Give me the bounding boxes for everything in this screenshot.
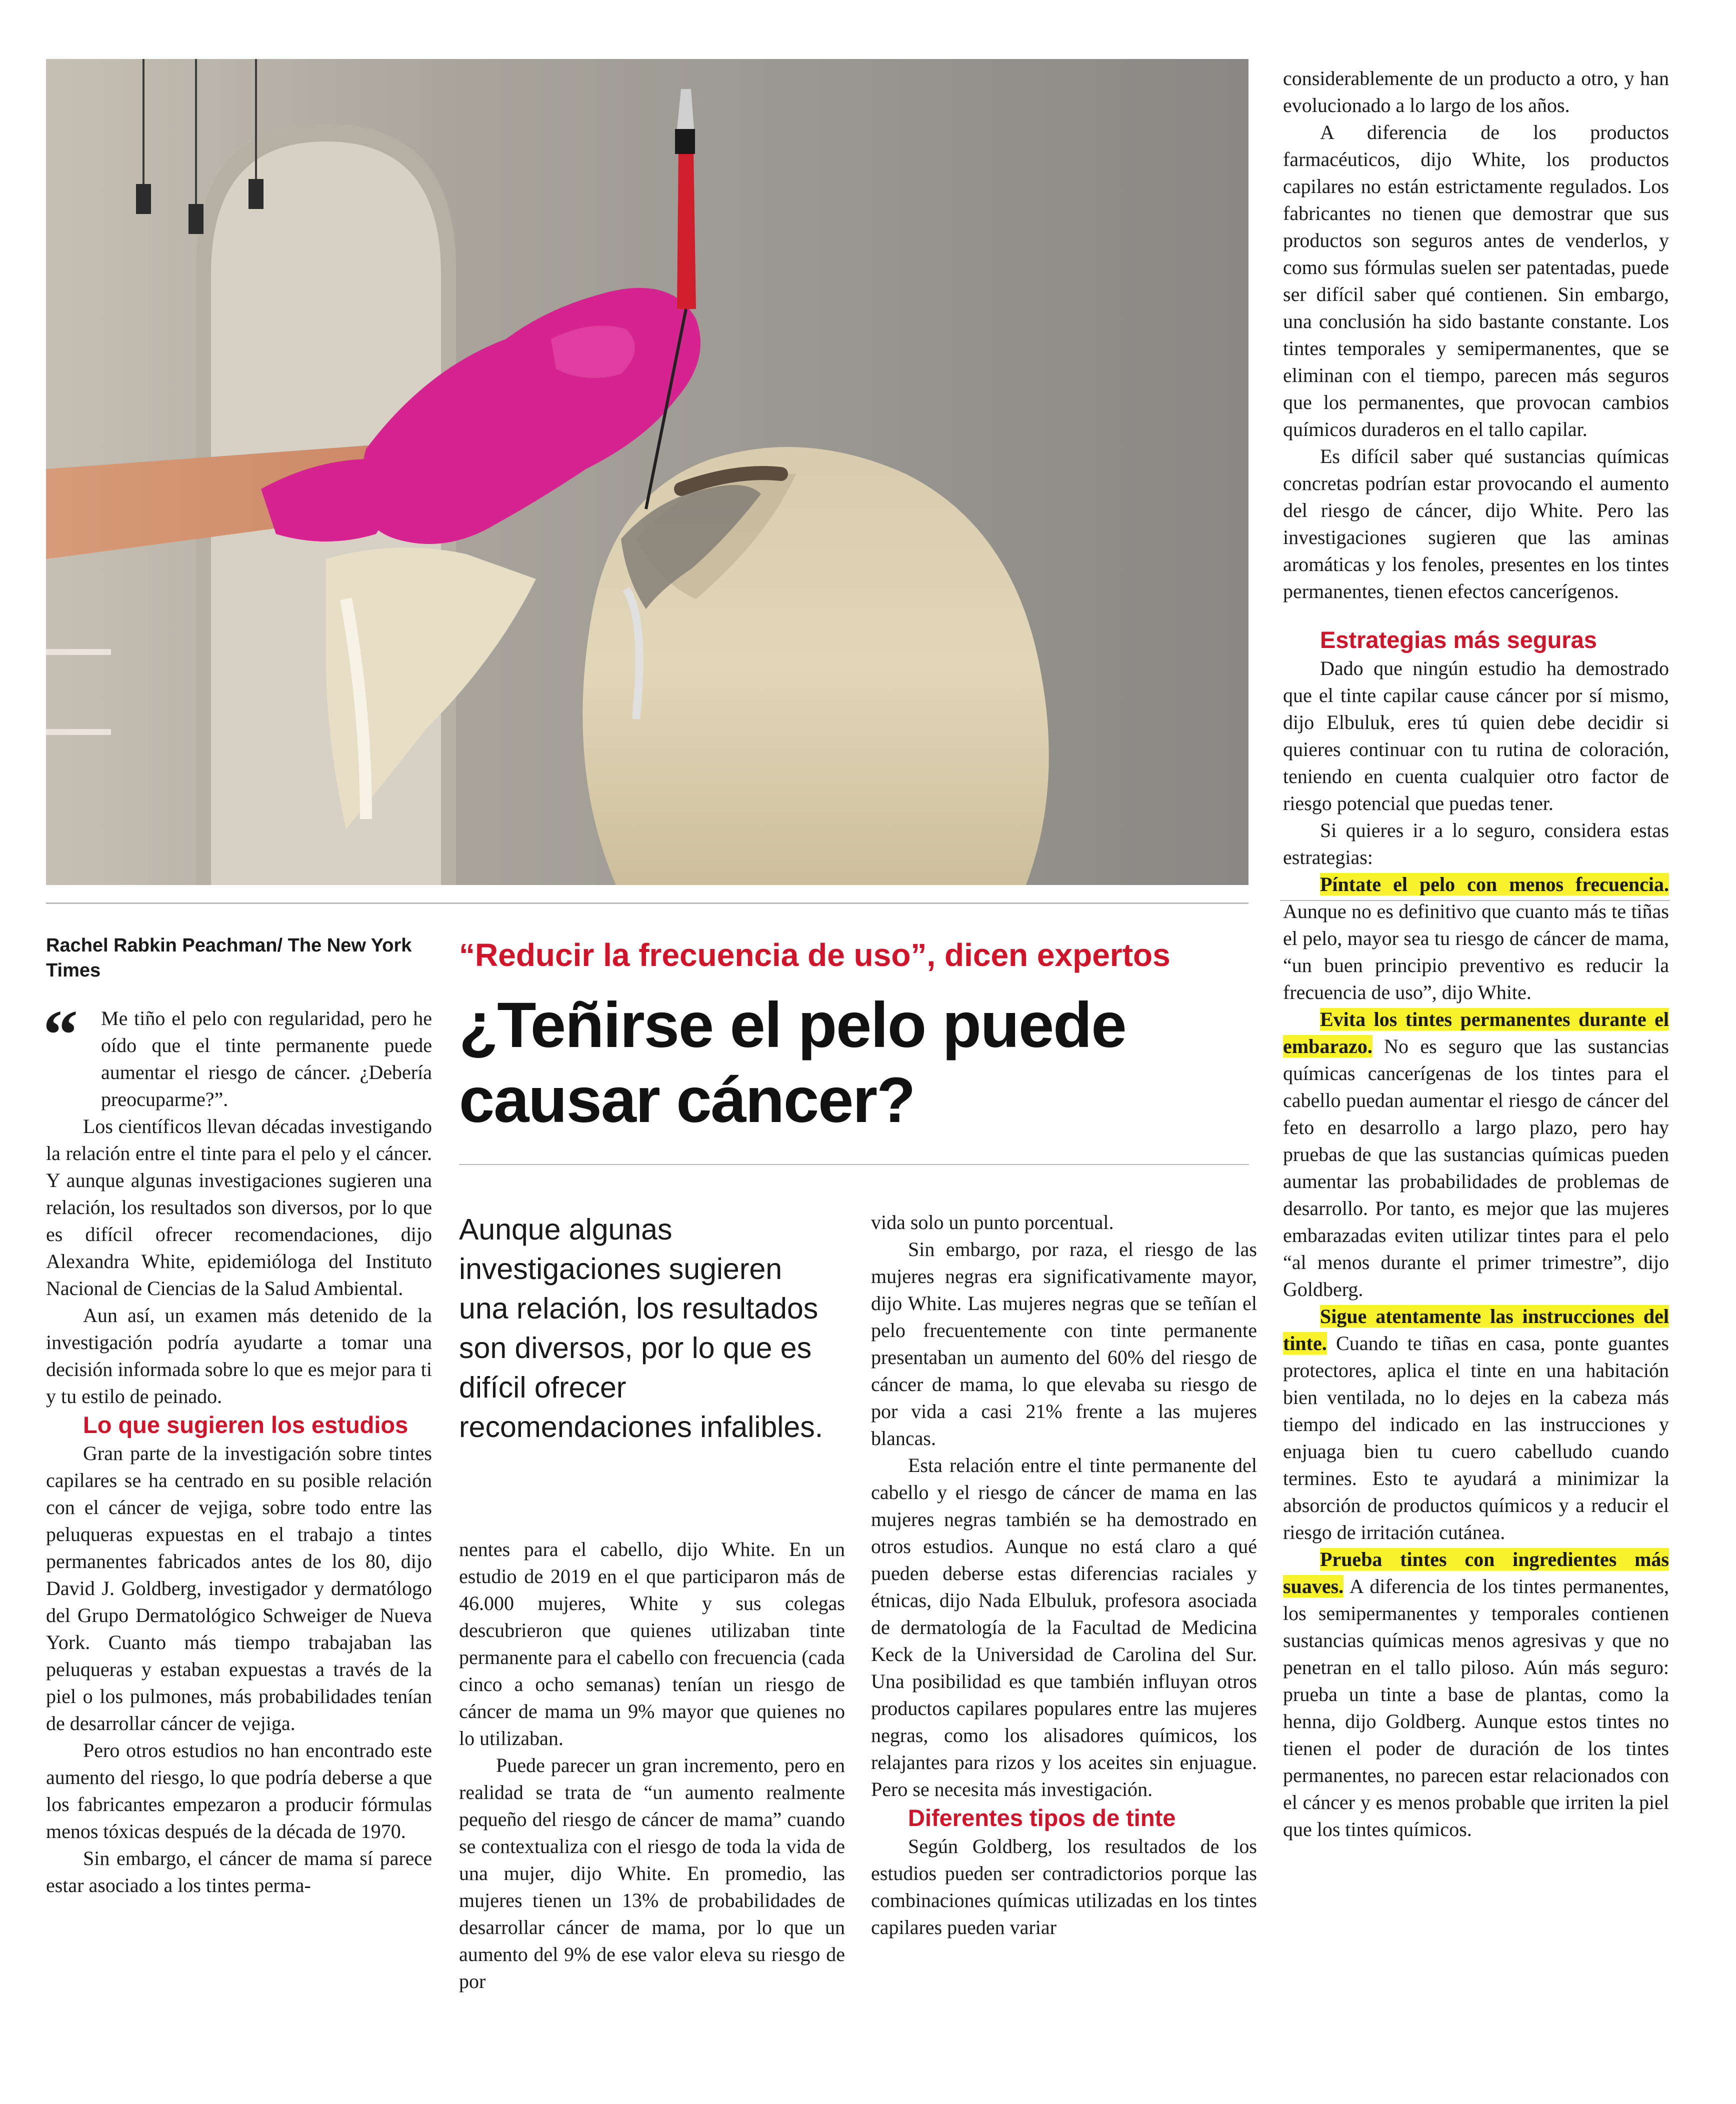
tip-4 bbox=[1283, 1546, 1669, 1843]
tip-1-highlight: Píntate el pelo con menos frecuencia. bbox=[1320, 873, 1669, 896]
intro-question: Me tiño el pelo con regularidad, pero he oído que el tinte permanente puede aumentar el riesgo de cáncer. ¿Debería preocuparme?”. bbox=[101, 1007, 432, 1110]
headline-rule bbox=[459, 1164, 1249, 1165]
col3-paragraph: vida solo un punto porcentual. bbox=[871, 1211, 1114, 1234]
tip-3 bbox=[1283, 1303, 1669, 1546]
byline: Rachel Rabkin Peachman/ The New York Times bbox=[46, 935, 412, 981]
tip-3-highlight: Sigue atentamente las instrucciones del tinte. bbox=[1283, 1305, 1669, 1354]
col4-paragraph: A diferencia de los productos farmacéuticos, dijo White, los productos capilares no están estrictamente regulados. Los fabricantes no tienen que demostrar que sus productos son seguros antes de venderlos, y como sus fórmulas suelen ser patentadas, puede ser difícil saber qué contienen. Sin embargo, una conclusión ha sido bastante constante. Los tintes temporales y semipermanentes, que se eliminan con el tiempo, parecen más seguros que los permanentes, que provocan cambios químicos duraderos en el tallo capilar. bbox=[1283, 121, 1669, 440]
tip-3-text: Cuando te tiñas en casa, ponte guantes protectores, aplica el tinte en una habitación bien ventilada, no lo dejes en la cabeza más tiempo del indicado en las instrucciones y enjuaga bien tu cuero cabelludo cuando termines. Esto te ayudará a minimizar la absorción de productos químicos y a reducir el riesgo de irritación cutánea. bbox=[1283, 1332, 1669, 1544]
col1-paragraph: Gran parte de la investigación sobre tintes capilares se ha centrado en su posible relación con el cáncer de vejiga, sobre todo entre las peluqueras expuestas en el trabajo a tintes permanentes fabricados antes de los 80, dijo David J. Goldberg, investigador y dermatólogo del Grupo Dermatológico Schweiger de Nueva York. Cuanto más tiempo trabajaban las peluqueras y estaban expuestas a través de la piel o los pulmones, más probabilidades tenían de desarrollar cáncer de vejiga. bbox=[46, 1442, 432, 1734]
col4-paragraph: Dado que ningún estudio ha demostrado que el tinte capilar cause cáncer por sí mismo, dijo Elbuluk, eres tú quien debe decidir si quieres continuar con tu rutina de coloración, teniendo en cuenta cualquier otro factor de riesgo potencial que puedas tener. bbox=[1283, 657, 1669, 814]
col1-paragraph: Aun así, un examen más detenido de la investigación podría ayudarte a tomar una decisión informada sobre lo que es mejor para ti y tu estilo de peinado. bbox=[46, 1304, 432, 1408]
subhead-estrategias: Estrategias más seguras bbox=[1320, 626, 1597, 653]
column-4 bbox=[1283, 65, 1669, 1843]
col4-paragraph: considerablemente de un producto a otro, y han evolucionado a lo largo de los años. bbox=[1283, 67, 1669, 116]
col1-paragraph: Pero otros estudios no han encontrado este aumento del riesgo, lo que podría deberse a que los fabricantes empezaron a producir fórmulas menos tóxicas después de la década de 1970. bbox=[46, 1739, 432, 1842]
deck: Aunque algunas investigaciones sugieren una relación, los resultados son diversos, por lo que es difícil ofrecer recomendaciones infalibles. bbox=[459, 1213, 824, 1444]
column-3 bbox=[871, 1209, 1257, 1941]
tip-4-highlight: Prueba tintes con ingredientes más suaves. bbox=[1283, 1548, 1669, 1598]
tip-2-highlight: Evita los tintes permanentes durante el embarazo. bbox=[1283, 1008, 1669, 1058]
col1-paragraph: Sin embargo, el cáncer de mama sí parece estar asociado a los tintes perma- bbox=[46, 1847, 432, 1896]
col4-paragraph: Si quieres ir a lo seguro, considera estas estrategias: bbox=[1283, 819, 1669, 868]
tip-2-text: No es seguro que las sustancias químicas cancerígenas de los tintes para el cabello puedan aumentar el riesgo de cáncer del feto en desarrollo a largo plazo, pero hay pruebas de que las sustancias químicas pueden aumentar las probabilidades de problemas de desarrollo. Por tanto, es mejor que las mujeres embarazadas eviten utilizar tintes para el pelo “al menos durante el primer trimestre”, dijo Goldberg. bbox=[1283, 1035, 1669, 1300]
photo-rule bbox=[46, 902, 1248, 904]
headline: ¿Teñirse el pelo puede causar cáncer? bbox=[459, 990, 1126, 1136]
tip-2 bbox=[1283, 1006, 1669, 1303]
tip-1-text: Aunque no es definitivo que cuanto más te tiñas el pelo, mayor sea tu riesgo de cáncer de mama, “un buen principio preventivo es reducir la frecuencia de uso”, dijo White. bbox=[1283, 900, 1669, 1004]
kicker: “Reducir la frecuencia de uso”, dicen expertos bbox=[459, 937, 1170, 973]
hair-dye-application-photo-icon bbox=[46, 59, 1248, 885]
article-photo bbox=[46, 59, 1248, 885]
col4-paragraph: Es difícil saber qué sustancias químicas concretas podrían estar provocando el aumento del riesgo de cáncer, dijo White. Pero las investigaciones sugieren que las aminas aromáticas y los fenoles, presentes en los tintes permanentes, tienen efectos cancerígenos. bbox=[1283, 445, 1669, 602]
col3-paragraph: Esta relación entre el tinte permanente del cabello y el riesgo de cáncer de mama en las mujeres negras también se ha demostrado en otros estudios. Aunque no está claro a qué pueden deberse estas diferencias raciales y étnicas, dijo Nada Elbuluk, profesora asociada de dermatología de la Facultad de Medicina Keck de la Universidad de Carolina del Sur. Una posibilidad es que también influyan otros productos capilares populares entre las mujeres negras, como los alisadores químicos, los relajantes para rizos y los aceites sin enjuague. Pero se necesita más investigación. bbox=[871, 1454, 1257, 1800]
subhead-tipos: Diferentes tipos de tinte bbox=[908, 1804, 1176, 1831]
quote-mark-icon: “ bbox=[43, 996, 78, 1074]
tip-4-text: A diferencia de los tintes permanentes, los semipermanentes y temporales contienen sustancias químicas menos agresivas y que no penetran en el tallo piloso. Aún más seguro: prueba un tinte a base de plantas, como la henna, dijo Goldberg. Aunque estos tintes no tienen el poder de duración de los tintes permanentes, no parecen estar relacionados con el cáncer y es menos probable que irriten la piel que los tintes químicos. bbox=[1283, 1575, 1669, 1840]
column-1 bbox=[46, 1005, 432, 1899]
col3-paragraph: Según Goldberg, los resultados de los estudios pueden ser contradictorios porque las combinaciones químicas utilizadas en los tintes capilares pueden variar bbox=[871, 1835, 1257, 1938]
column-2 bbox=[459, 1536, 845, 1995]
subhead-estudios: Lo que sugieren los estudios bbox=[83, 1412, 408, 1438]
col3-paragraph: Sin embargo, por raza, el riesgo de las mujeres negras era significativamente mayor, dijo White. Las mujeres negras que se teñían el pelo frecuentemente con tinte permanente presentaban un aumento del 60% del riesgo de cáncer de mama, lo que elevaba su riesgo de por vida a casi 21% frente a las mujeres blancas. bbox=[871, 1238, 1257, 1450]
col1-paragraph: Los científicos llevan décadas investigando la relación entre el tinte para el pelo y el cáncer. Y aunque algunas investigaciones sugieren una relación, los resultados son diversos, por lo que es difícil ofrecer recomendaciones, dijo Alexandra White, epidemióloga del Instituto Nacional de Ciencias de la Salud Ambiental. bbox=[46, 1115, 432, 1300]
tip-1 bbox=[1283, 871, 1669, 1006]
col2-paragraph: nentes para el cabello, dijo White. En un estudio de 2019 en el que participaron más de 46.000 mujeres, White y sus colegas descubrieron que quienes utilizaban tinte permanente para el cabello con frecuencia (cada cinco a ocho semanas) tenían un riesgo de cáncer de mama un 9% mayor que quienes no lo utilizaban. bbox=[459, 1538, 845, 1750]
col2-paragraph: Puede parecer un gran incremento, pero en realidad se trata de “un aumento realmente pequeño del riesgo de cáncer de mama” cuando se contextualiza con el riesgo de toda la vida de una mujer, dijo White. En promedio, las mujeres tienen un 13% de probabilidades de desarrollar cáncer de mama, por lo que un aumento del 9% de ese valor eleva su riesgo de por bbox=[459, 1754, 845, 1992]
